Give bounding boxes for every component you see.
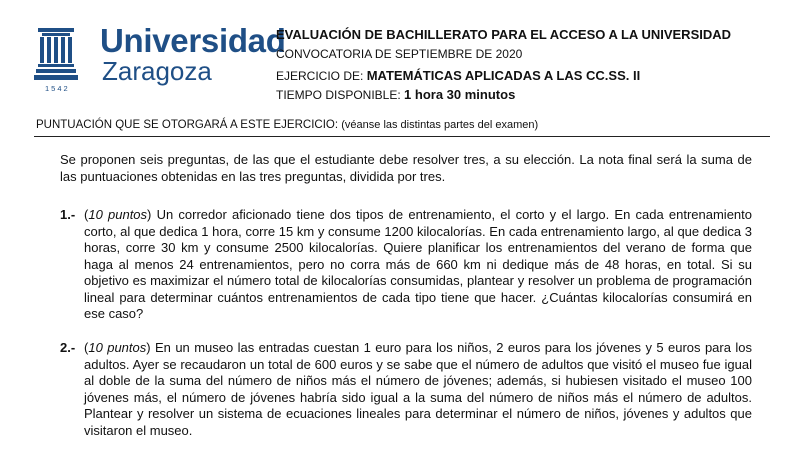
exam-title: EVALUACIÓN DE BACHILLERATO PARA EL ACCESO A LA UNIVERSIDAD <box>276 27 732 42</box>
subject-name: MATEMÁTICAS APLICADAS A LAS CC.SS. II <box>366 68 641 83</box>
question-1 <box>60 207 752 323</box>
instructions-paragraph: Se proponen seis preguntas, de las que el estudiante debe resolver tres, a su elección. La nota final será la suma de las puntuaciones obtenidas en las tres preguntas, dividida por tres. <box>60 152 752 184</box>
question-body <box>84 207 752 323</box>
question-points: 10 puntos <box>88 340 147 355</box>
question-text: En un museo las entradas cuestan 1 euro para los niños, 2 euros para los jóvenes y 5 euros para los adultos. Ayer se recaudaron un total de 600 euros y se sabe que el número de adultos que visitó el museo fue igual al doble de la suma del número de niños más el número de jóvenes; además, si hubiesen visitado el museo 100 jóvenes más, el número de jóvenes habría sido igual a la suma del número de niños más el número de adultos. Plantear y resolver un sistema de ecuaciones lineales para determinar el número de niños, jóvenes y adultos que visitaron el museo. <box>84 340 752 438</box>
logo-year: 1542 <box>45 84 70 93</box>
logo-name-line1: Universidad <box>100 22 286 59</box>
question-2 <box>60 340 752 439</box>
paren-open: ( <box>84 340 89 355</box>
question-body <box>84 340 752 439</box>
question-points: 10 puntos <box>88 207 148 222</box>
question-number: 2.- <box>60 340 76 355</box>
question-number: 1.- <box>60 207 76 222</box>
paren-open: ( <box>84 207 89 222</box>
scoring-line <box>36 119 538 131</box>
exam-subject-line <box>276 68 776 84</box>
exam-session: CONVOCATORIA DE SEPTIEMBRE DE 2020 <box>276 47 523 61</box>
scoring-label: PUNTUACIÓN QUE SE OTORGARÁ A ESTE EJERCICIO: <box>36 119 339 131</box>
time-label: TIEMPO DISPONIBLE: <box>276 88 401 102</box>
university-logo <box>34 22 286 100</box>
subject-label: EJERCICIO DE: <box>276 69 364 83</box>
logo-name-line2: Zaragoza <box>102 56 212 86</box>
exam-header <box>276 27 776 103</box>
question-text: Un corredor aficionado tiene dos tipos de entrenamiento, el corto y el largo. En cada entrenamiento corto, al que dedica 1 hora, corre 15 km y consume 1200 kilocalorías. En cada entrenamiento largo, al que dedica 3 horas, corre 30 km y consume 2500 kilocalorías. Quiere planificar los entrenamientos del verano de forma que haga al menos 24 entrenamientos, pero no corra más de 660 km ni dedique más de 48 horas, en total. Si su objetivo es maximizar el número total de kilocalorías consumidas, plantear y resolver un problema de programación lineal para determinar cuántos entrenamientos de cada tipo tiene que hacer. ¿Cuántas kilocalorías consumirá en ese caso? <box>84 207 752 321</box>
time-value: 1 hora 30 minutos <box>404 87 516 102</box>
scoring-note: (véanse las distintas partes del examen) <box>341 119 539 131</box>
paren-close: ) <box>146 340 151 355</box>
paren-close: ) <box>147 207 152 222</box>
header-divider <box>34 136 770 137</box>
exam-time-line <box>276 87 776 103</box>
university-emblem-icon <box>34 26 78 84</box>
